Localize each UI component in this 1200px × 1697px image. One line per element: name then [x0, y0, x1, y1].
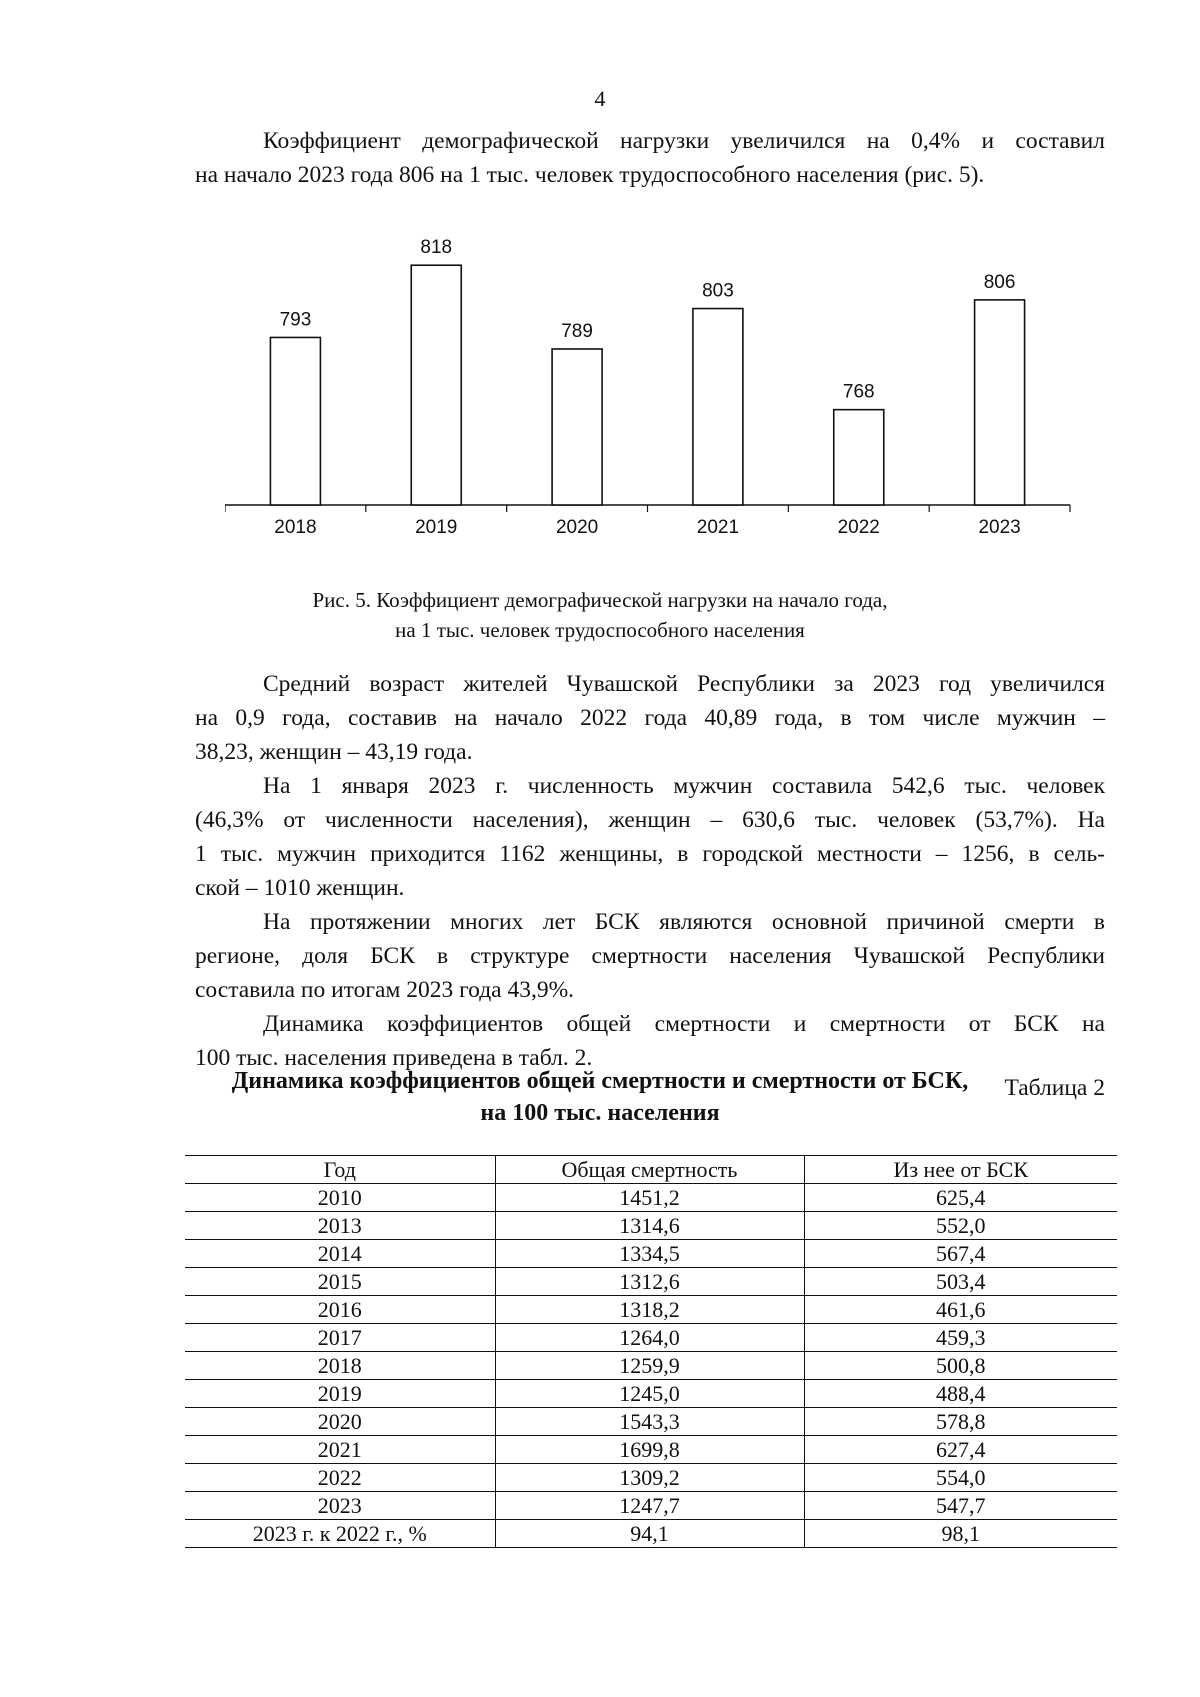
cell-bsk: 547,7: [804, 1492, 1117, 1520]
cell-year: 2018: [185, 1352, 495, 1380]
cell-bsk: 98,1: [804, 1520, 1117, 1548]
header-year: Год: [185, 1156, 495, 1184]
table-row: [185, 1436, 1117, 1464]
table-title-line-2: на 100 тыс. населения: [480, 1100, 720, 1126]
paragraph-average-age: [195, 667, 1105, 769]
cell-year: 2017: [185, 1324, 495, 1352]
table-row: [185, 1240, 1117, 1268]
text-line: составила по итогам 2023 года 43,9%.: [195, 977, 575, 1003]
text-line: На протяжении многих лет БСК являются основной причиной смерти в: [263, 909, 1105, 935]
text-line: Динамика коэффициентов общей смертности и смертности от БСК на: [263, 1011, 1105, 1037]
cell-year: 2021: [185, 1436, 495, 1464]
text-line: 1 тыс. мужчин приходится 1162 женщины, в городской местности – 1256, в сель-: [195, 841, 1105, 867]
table-title: [0, 1065, 1200, 1129]
cell-bsk: 461,6: [804, 1296, 1117, 1324]
cell-bsk: 567,4: [804, 1240, 1117, 1268]
table-row: [185, 1324, 1117, 1352]
cell-year: 2016: [185, 1296, 495, 1324]
x-tick-label: 2023: [978, 517, 1021, 538]
cell-bsk: 459,3: [804, 1324, 1117, 1352]
table-row: [185, 1184, 1117, 1212]
x-tick-label: 2019: [415, 517, 458, 538]
bar: [693, 309, 743, 505]
cell-total: 1543,3: [495, 1408, 804, 1436]
cell-year: 2010: [185, 1184, 495, 1212]
cell-total: 1312,6: [495, 1268, 804, 1296]
cell-total: 1334,5: [495, 1240, 804, 1268]
paragraph-population: [195, 769, 1105, 905]
figure-caption-line-1: Рис. 5. Коэффициент демографической нагрузки на начало года,: [312, 588, 888, 612]
cell-year: 2019: [185, 1380, 495, 1408]
x-tick-label: 2018: [274, 517, 317, 538]
text-line: Средний возраст жителей Чувашской Республики за 2023 год увеличился: [263, 671, 1105, 697]
table-row: [185, 1352, 1117, 1380]
table-row: [185, 1408, 1117, 1436]
bar-data-label: 818: [420, 237, 453, 259]
bar-data-label: 803: [702, 280, 734, 302]
cell-bsk: 503,4: [804, 1268, 1117, 1296]
cell-total: 1318,2: [495, 1296, 804, 1324]
bar: [411, 265, 461, 505]
bar-chart: [225, 225, 1075, 565]
text-line: 38,23, женщин – 43,19 года.: [195, 739, 473, 765]
cell-year: 2013: [185, 1212, 495, 1240]
cell-total: 1245,0: [495, 1380, 804, 1408]
cell-total: 1259,9: [495, 1352, 804, 1380]
cell-bsk: 552,0: [804, 1212, 1117, 1240]
cell-year: 2023: [185, 1492, 495, 1520]
cell-total: 1314,6: [495, 1212, 804, 1240]
table-row: [185, 1464, 1117, 1492]
cell-total: 94,1: [495, 1520, 804, 1548]
cell-total: 1309,2: [495, 1464, 804, 1492]
cell-bsk: 627,4: [804, 1436, 1117, 1464]
table-header-row: [185, 1156, 1117, 1184]
cell-total: 1264,0: [495, 1324, 804, 1352]
text-line: На 1 января 2023 г. численность мужчин составила 542,6 тыс. человек: [263, 773, 1105, 799]
cell-year: 2014: [185, 1240, 495, 1268]
cell-bsk: 578,8: [804, 1408, 1117, 1436]
bar-data-label: 768: [842, 381, 875, 403]
text-line: Коэффициент демографической нагрузки увеличился на 0,4% и составил: [263, 128, 1105, 154]
header-bsk-mortality: Из нее от БСК: [804, 1156, 1117, 1184]
table-title-line-1: Динамика коэффициентов общей смертности и смертности от БСК,: [231, 1068, 969, 1094]
bar-data-label: 806: [983, 271, 1016, 293]
cell-bsk: 500,8: [804, 1352, 1117, 1380]
cell-year: 2015: [185, 1268, 495, 1296]
bar-data-label: 793: [279, 309, 312, 331]
x-tick-label: 2022: [837, 517, 880, 538]
table-reference: Таблица 2: [1004, 1075, 1105, 1101]
figure-caption-line-2: на 1 тыс. человек трудоспособного населения: [395, 618, 805, 642]
bar: [270, 337, 320, 505]
cell-bsk: 625,4: [804, 1184, 1117, 1212]
x-tick-label: 2021: [696, 517, 740, 538]
cell-bsk: 554,0: [804, 1464, 1117, 1492]
cell-bsk: 488,4: [804, 1380, 1117, 1408]
cell-year: 2023 г. к 2022 г., %: [185, 1520, 495, 1548]
intro-paragraph: [195, 124, 1105, 192]
mortality-table: [185, 1155, 1117, 1548]
table-row: [185, 1296, 1117, 1324]
text-line: (46,3% от численности населения), женщин – 630,6 тыс. человек (53,7%). На: [195, 807, 1105, 833]
table-row: [185, 1212, 1117, 1240]
table-row: [185, 1380, 1117, 1408]
table-row: [185, 1492, 1117, 1520]
bar: [834, 410, 884, 505]
bar: [975, 300, 1025, 505]
cell-total: 1451,2: [495, 1184, 804, 1212]
table-row-ratio: [185, 1520, 1117, 1548]
cell-year: 2020: [185, 1408, 495, 1436]
bar: [552, 349, 602, 505]
page-number: 4: [594, 86, 606, 111]
text-line: 100 тыс. населения приведена в табл. 2.: [195, 1045, 593, 1071]
header-total-mortality: Общая смертность: [495, 1156, 804, 1184]
bar-data-label: 789: [561, 321, 593, 342]
table-row: [185, 1268, 1117, 1296]
text-line: регионе, доля БСК в структуре смертности населения Чувашской Республики: [195, 943, 1105, 969]
cell-year: 2022: [185, 1464, 495, 1492]
paragraph-bsk: [195, 905, 1105, 1007]
text-line: ской – 1010 женщин.: [195, 875, 405, 901]
text-line: на 0,9 года, составив на начало 2022 года 40,89 года, в том числе мужчин –: [195, 705, 1105, 731]
bar-chart-svg: [225, 225, 1075, 565]
cell-total: 1699,8: [495, 1436, 804, 1464]
text-line: на начало 2023 года 806 на 1 тыс. человек трудоспособного населения (рис. 5).: [195, 162, 985, 188]
figure-caption: [0, 585, 1200, 645]
cell-total: 1247,7: [495, 1492, 804, 1520]
x-tick-label: 2020: [555, 517, 599, 538]
